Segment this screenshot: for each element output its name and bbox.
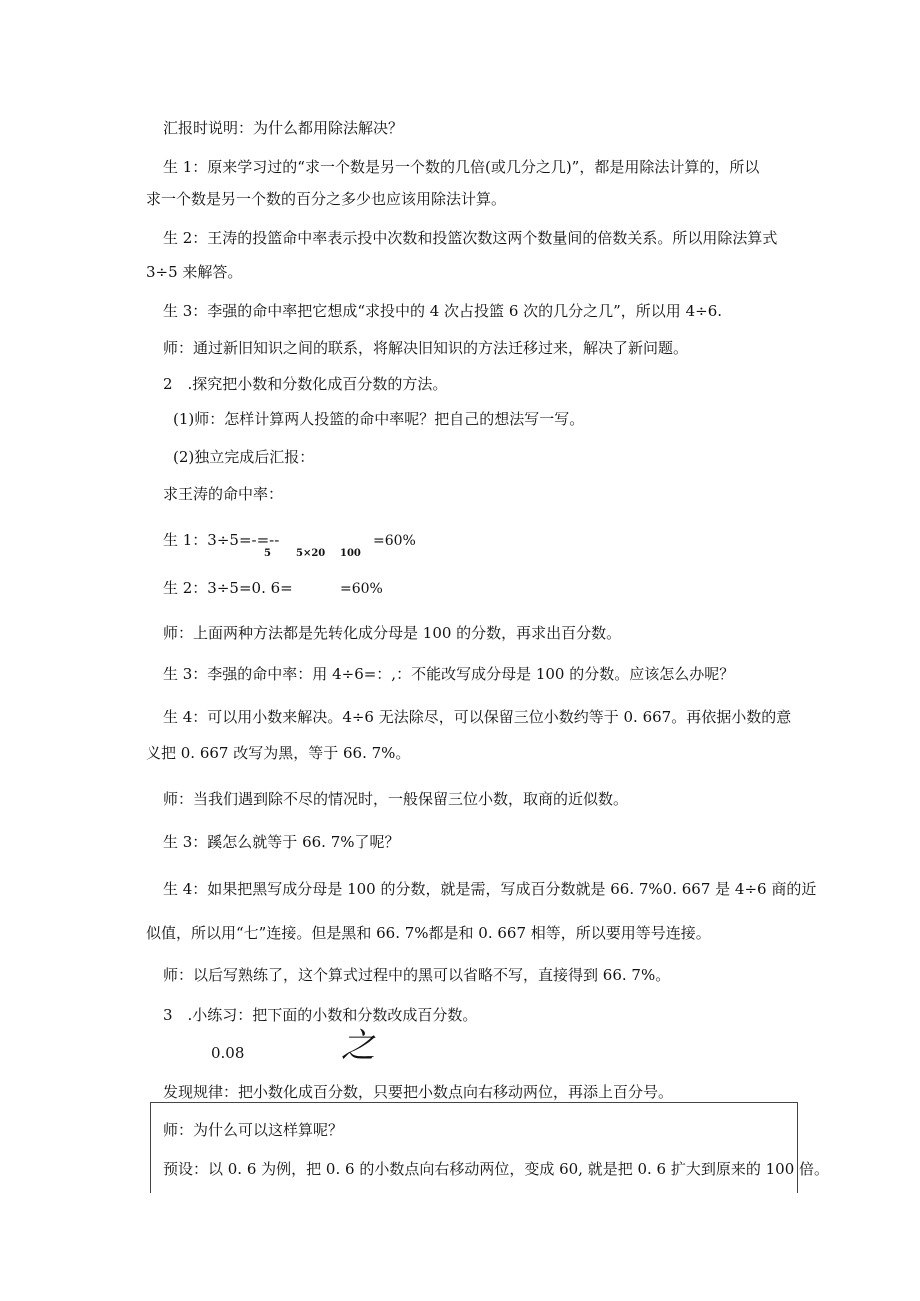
para-student4-explain-line1: 生 4：如果把黑写成分母是 100 的分数，就是需，写成百分数就是 66. 7%0. 667 是 4÷6 商的近: [163, 880, 817, 898]
exercise-decimal: 0.08: [211, 1044, 245, 1062]
para-student4-line1: 生 4：可以用小数来解决。4÷6 无法除尽，可以保留三位小数约等于 0. 667。再依据小数的意: [163, 708, 792, 726]
para-rule: 发现规律：把小数化成百分数，只要把小数点向右移动两位，再添上百分号。: [163, 1083, 674, 1101]
exercise-handwritten-glyph: 之: [341, 1026, 375, 1066]
boxed-note: [150, 1102, 798, 1193]
para-student4-explain-line2: 似值，所以用“七”连接。但是黑和 66. 7%都是和 0. 667 相等，所以要用等号连接。: [146, 924, 711, 942]
para-wangtao-rate: 求王涛的命中率：: [163, 485, 284, 503]
para-liqiang-rate: 生 3：李强的命中率：用 4÷6=：,：不能改写成分母是 100 的分数。应该怎么办呢？: [163, 665, 735, 683]
calc-denominator-3: 100: [340, 548, 361, 559]
calc-student2: 生 2：3÷5=0. 6=: [163, 579, 293, 597]
section-3-heading: 3 .小练习：把下面的小数和分数改成百分数。: [163, 1006, 478, 1024]
para-student2-line1: 生 2：王涛的投篮命中率表示投中次数和投篮次数这两个数量间的倍数关系。所以用除法算式: [163, 229, 778, 247]
para-teacher-summary: 师：通过新旧知识之间的联系，将解决旧知识的方法迁移过来，解决了新问题。: [163, 339, 689, 357]
calc-student1-result: =60%: [373, 533, 416, 549]
para-teacher-shortcut: 师：以后写熟练了，这个算式过程中的黑可以省略不写，直接得到 66. 7%。: [163, 966, 671, 984]
boxed-preset-answer: 预设：以 0. 6 为例，把 0. 6 的小数点向右移动两位，变成 60, 就是把 0. 6 扩大到原来的 100 倍。: [163, 1160, 830, 1178]
para-student1-line2: 求一个数是另一个数的百分之多少也应该用除法计算。: [146, 190, 507, 208]
para-student3-question: 生 3：蹊怎么就等于 66. 7%了呢？: [163, 833, 400, 851]
para-teacher-methods: 师：上面两种方法都是先转化成分母是 100 的分数，再求出百分数。: [163, 624, 622, 642]
calc-student1: 生 1：3÷5=-=--: [163, 531, 280, 549]
para-student1-line1: 生 1：原来学习过的“求一个数是另一个数的几倍(或几分之几)”，都是用除法计算的，所以: [163, 158, 760, 176]
calc-denominator-1: 5: [264, 548, 271, 559]
calc-student2-result: =60%: [340, 581, 383, 597]
boxed-teacher-question: 师：为什么可以这样算呢？: [163, 1121, 344, 1139]
para-student4-line2: 义把 0. 667 改写为黑，等于 66. 7%。: [146, 744, 411, 762]
calc-denominator-2: 5×20: [296, 548, 326, 559]
section-2-heading: 2 .探究把小数和分数化成百分数的方法。: [163, 375, 448, 393]
para-student2-line2: 3÷5 来解答。: [146, 263, 243, 281]
para-teacher-approx: 师：当我们遇到除不尽的情况时，一般保留三位小数，取商的近似数。: [163, 790, 629, 808]
para-student3: 生 3：李强的命中率把它想成“求投中的 4 次占投篮 6 次的几分之几”，所以用 4÷6.: [163, 302, 723, 320]
para-report-question: 汇报时说明：为什么都用除法解决？: [163, 119, 404, 137]
step-2: (2)独立完成后汇报：: [173, 448, 315, 466]
step-1: (1)师：怎样计算两人投篮的命中率呢？把自己的想法写一写。: [173, 410, 585, 428]
